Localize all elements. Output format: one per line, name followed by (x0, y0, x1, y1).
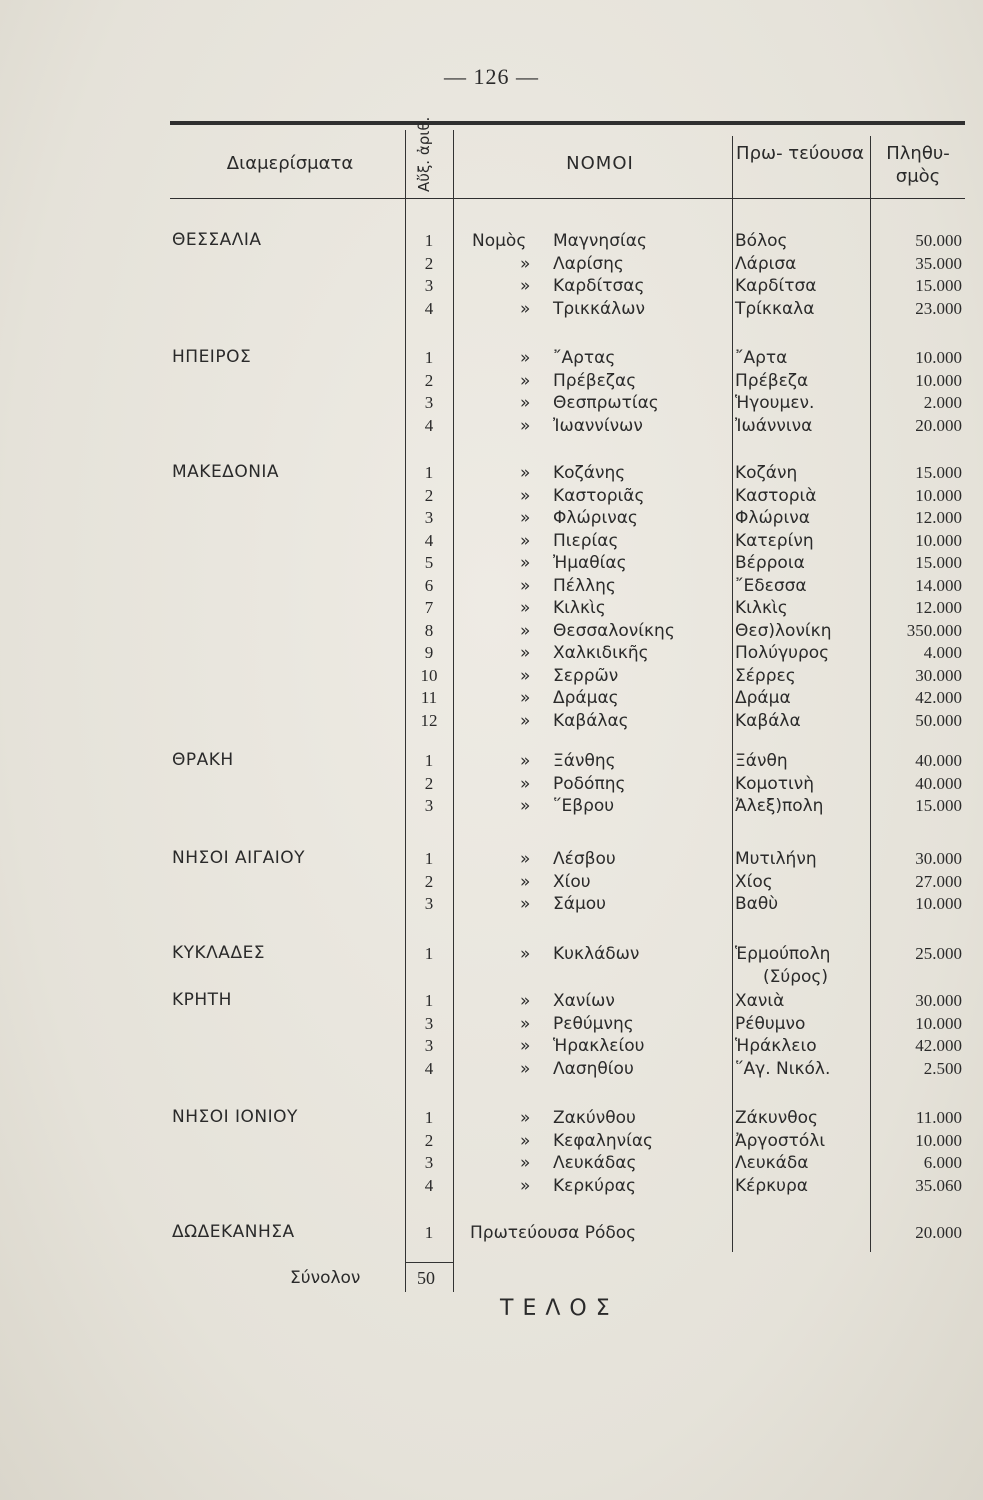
prefecture-name: Κιλκὶς (553, 598, 606, 618)
population-value: 12.000 (915, 598, 962, 617)
capital-name: ῞Αγ. Νικόλ. (735, 1058, 831, 1079)
capital-name: Ξάνθη (735, 751, 788, 771)
prefecture-name: Κεφαληνίας (553, 1130, 654, 1151)
ditto-mark: » (520, 463, 531, 483)
row-number: 3 (424, 393, 434, 412)
capital-name: Ἡράκλειο (735, 1036, 817, 1056)
ditto-mark: » (520, 620, 531, 641)
row-number: 1 (424, 991, 434, 1010)
region-name: ΔΩΔΕΚΑΝΗΣΑ (172, 1222, 295, 1242)
population-value: 10.000 (915, 485, 962, 505)
capital-name: Βόλος (735, 231, 788, 251)
header-prefectures: ΝΟΜΟΙ (566, 153, 634, 174)
prefecture-name: Κοζάνης (553, 463, 626, 483)
capital-name: ῎Αρτα (735, 348, 788, 368)
header-serial-text: Αὔξ. ἀριθ. (415, 116, 433, 192)
row-number: 5 (424, 553, 434, 572)
row-number: 1 (424, 463, 434, 482)
row-number: 3 (424, 894, 434, 913)
row-number: 12 (420, 710, 438, 730)
prefecture-name: Καβάλας (553, 710, 629, 731)
capital-name: Ζάκυνθος (735, 1108, 818, 1128)
population-value: 35.000 (915, 253, 962, 273)
region-name: ΚΥΚΛΑΔΕΣ (172, 943, 266, 963)
prefecture-name: Σερρῶν (553, 665, 619, 686)
capital-name: Χανιὰ (735, 991, 785, 1011)
population-value: 25.000 (915, 944, 962, 963)
ditto-mark: » (520, 1013, 531, 1034)
row-number: 2 (424, 773, 434, 793)
row-number: 3 (424, 1013, 434, 1033)
population-value: 10.000 (915, 348, 962, 367)
row-number: 1 (424, 1108, 434, 1127)
capital-name: Ἑρμούπολη (735, 944, 831, 964)
column-rule (870, 136, 871, 1252)
capital-name: Ἀργοστόλι (735, 1130, 826, 1151)
population-value: 10.000 (915, 530, 962, 550)
prefecture-name: Ἰωαννίνων (553, 415, 643, 436)
total-label: Σύνολον (290, 1268, 361, 1288)
header-capital: Πρω- τεύουσα (736, 143, 864, 164)
ditto-mark: » (520, 1036, 531, 1056)
prefecture-name: Λέσβου (553, 849, 616, 869)
prefecture-name: Ἠμαθίας (553, 553, 627, 573)
row-number: 1 (424, 944, 434, 963)
region-name: ΚΡΗΤΗ (172, 990, 232, 1010)
population-value: 15.000 (915, 276, 962, 295)
ditto-mark: » (520, 530, 531, 551)
population-value: 350.000 (906, 620, 962, 640)
ditto-mark: » (520, 253, 531, 274)
header-bottom-rule (170, 198, 965, 199)
page-number: — 126 — (444, 64, 539, 89)
row-number: 4 (424, 298, 434, 318)
ditto-mark: » (520, 508, 531, 528)
ditto-mark: » (520, 688, 531, 708)
row-number: 6 (424, 575, 434, 595)
row-number: 1 (424, 849, 434, 868)
region-name: ΗΠΕΙΡΟΣ (172, 347, 252, 367)
column-rule (453, 130, 454, 1292)
capital-name: Καβάλα (735, 710, 801, 731)
ditto-mark: » (520, 370, 531, 391)
row-number: 7 (424, 598, 434, 617)
population-value: 23.000 (915, 298, 962, 318)
header-serial (408, 116, 452, 194)
population-value: 50.000 (915, 710, 962, 730)
prefecture-name: Ρεθύμνης (553, 1013, 634, 1034)
prefecture-name: Φλώρινας (553, 508, 638, 528)
ditto-mark: » (520, 1058, 531, 1079)
capital-name: Πολύγυρος (735, 643, 830, 663)
prefecture-name: Τρικκάλων (553, 298, 645, 319)
capital-name: Καστοριὰ (735, 485, 817, 506)
prefecture-name: Ζακύνθου (553, 1108, 636, 1128)
row-number: 4 (424, 1175, 434, 1195)
end-text: ΤΕΛΟΣ (500, 1296, 619, 1321)
capital-name: Καρδίτσα (735, 276, 817, 296)
population-value: 11.000 (915, 1108, 962, 1127)
population-value: 50.000 (915, 231, 962, 250)
capital-name: Κιλκὶς (735, 598, 788, 618)
prefecture-name: ῎Αρτας (553, 348, 616, 368)
ditto-mark: » (520, 1108, 531, 1128)
population-value: 2.500 (923, 1058, 962, 1078)
prefecture-name: Θεσσαλονίκης (553, 620, 675, 641)
region-name: ΝΗΣΟΙ ΙΟΝΙΟΥ (172, 1107, 298, 1127)
capital-name: Κέρκυρα (735, 1175, 808, 1196)
row-number: 4 (424, 530, 434, 550)
ditto-mark: » (520, 553, 531, 573)
ditto-mark: » (520, 415, 531, 436)
row-number: 3 (424, 508, 434, 527)
population-value: 30.000 (915, 665, 962, 685)
population-value: 30.000 (915, 849, 962, 868)
capital-name: Βαθὺ (735, 894, 779, 914)
prefecture-name: Πρέβεζας (553, 370, 637, 391)
row-number: 3 (424, 1036, 434, 1055)
population-value: 42.000 (915, 1036, 962, 1055)
population-value: 20.000 (915, 1223, 962, 1242)
prefecture-name: Χαλκιδικῆς (553, 643, 649, 663)
ditto-mark: » (520, 796, 531, 816)
ditto-mark: » (520, 871, 531, 892)
prefecture-name: Μαγνησίας (553, 231, 647, 251)
population-value: 14.000 (915, 575, 962, 595)
capital-name: Θεσ)λονίκη (735, 620, 832, 641)
population-value: 35.060 (915, 1175, 962, 1195)
prefecture-name: Λαρίσης (553, 253, 624, 274)
capital-name: Λάρισα (735, 253, 797, 274)
capital-name: Κομοτινὴ (735, 773, 815, 794)
prefecture-name: Καστοριᾶς (553, 485, 645, 506)
row-number: 2 (424, 871, 434, 891)
population-value: 12.000 (915, 508, 962, 527)
prefecture-name: Ξάνθης (553, 751, 616, 771)
row-number: 2 (424, 370, 434, 390)
ditto-mark: » (520, 1175, 531, 1196)
row-number: 11 (420, 688, 438, 707)
capital-name: Κατερίνη (735, 530, 814, 551)
capital-name: Ρέθυμνο (735, 1013, 806, 1034)
region-name: ΘΕΣΣΑΛΙΑ (172, 230, 262, 250)
prefecture-name: Σάμου (553, 894, 607, 914)
header-top-rule (170, 121, 965, 125)
ditto-mark: » (520, 710, 531, 731)
total-rule (405, 1262, 453, 1263)
population-value: 15.000 (915, 463, 962, 482)
population-value: 42.000 (915, 688, 962, 707)
capital-name: Ἀλεξ)πολη (735, 796, 824, 816)
row-number: 8 (424, 620, 434, 640)
prefecture-name: Ἡρακλείου (553, 1036, 645, 1056)
prefecture-name: Χανίων (553, 991, 615, 1011)
capital-name: ῎Εδεσσα (735, 575, 807, 596)
header-population: Πληθυ- σμὸς (886, 143, 950, 187)
capital-name: Μυτιλήνη (735, 849, 817, 869)
prefecture-name: Κερκύρας (553, 1175, 636, 1196)
population-value: 40.000 (915, 751, 962, 770)
ditto-mark: » (520, 665, 531, 686)
capital-name: Ἡγουμεν. (735, 393, 815, 413)
prefecture-name: Ροδόπης (553, 773, 626, 794)
population-value: 6.000 (923, 1153, 962, 1172)
prefecture-name: Κυκλάδων (553, 944, 640, 964)
prefecture-name: Χίου (553, 871, 591, 892)
region-name: ΝΗΣΟΙ ΑΙΓΑΙΟΥ (172, 848, 306, 868)
row-number: 4 (424, 415, 434, 435)
prefecture-name: Καρδίτσας (553, 276, 645, 296)
population-value: 40.000 (915, 773, 962, 793)
ditto-mark: » (520, 575, 531, 596)
row-number: 10 (420, 665, 438, 685)
population-value: 10.000 (915, 370, 962, 390)
row-number: 2 (424, 1130, 434, 1150)
capital-special: Πρωτεύουσα Ρόδος (470, 1223, 637, 1243)
capital-name: Ἰωάννινα (735, 415, 813, 436)
ditto-mark: » (520, 598, 531, 618)
row-number: 2 (424, 253, 434, 273)
ditto-mark: » (520, 894, 531, 914)
ditto-mark: » (520, 991, 531, 1011)
ditto-mark: » (520, 348, 531, 368)
population-value: 10.000 (915, 1130, 962, 1150)
ditto-mark: » (520, 1153, 531, 1173)
population-value: 30.000 (915, 991, 962, 1010)
ditto-mark: Νομὸς (472, 231, 527, 251)
capital-name: Λευκάδα (735, 1153, 809, 1173)
capital-name: Πρέβεζα (735, 370, 809, 391)
ditto-mark: » (520, 1130, 531, 1151)
ditto-mark: » (520, 751, 531, 771)
population-value: 10.000 (915, 1013, 962, 1033)
region-name: ΘΡΑΚΗ (172, 750, 234, 770)
population-value: 27.000 (915, 871, 962, 891)
capital-name: Χίος (735, 871, 773, 892)
ditto-mark: » (520, 773, 531, 794)
capital-name: Τρίκκαλα (735, 298, 815, 319)
ditto-mark: » (520, 393, 531, 413)
row-number: 4 (424, 1058, 434, 1078)
population-value: 4.000 (923, 643, 962, 662)
column-rule (732, 136, 733, 1252)
prefecture-name: Δράμας (553, 688, 619, 708)
row-number: 1 (424, 1223, 434, 1242)
prefecture-name: Πέλλης (553, 575, 616, 596)
prefecture-name: Λευκάδας (553, 1153, 637, 1173)
row-number: 1 (424, 348, 434, 367)
prefecture-name: Λασηθίου (553, 1058, 634, 1079)
row-number: 2 (424, 485, 434, 505)
ditto-mark: » (520, 485, 531, 506)
ditto-mark: » (520, 298, 531, 319)
capital-name-extra: (Σύρος) (763, 966, 829, 987)
capital-name: Σέρρες (735, 665, 796, 686)
capital-name: Φλώρινα (735, 508, 810, 528)
ditto-mark: » (520, 643, 531, 663)
ditto-mark: » (520, 849, 531, 869)
capital-name: Δράμα (735, 688, 791, 708)
population-value: 10.000 (915, 894, 962, 913)
population-value: 2.000 (923, 393, 962, 412)
population-value: 15.000 (915, 796, 962, 815)
capital-name: Κοζάνη (735, 463, 798, 483)
prefecture-name: ῞Εβρου (553, 796, 615, 816)
total-value: 50 (417, 1268, 435, 1288)
population-value: 20.000 (915, 415, 962, 435)
capital-name: Βέρροια (735, 553, 805, 573)
row-number: 3 (424, 796, 434, 815)
region-name: ΜΑΚΕΔΟΝΙΑ (172, 462, 280, 482)
prefecture-name: Θεσπρωτίας (553, 393, 659, 413)
ditto-mark: » (520, 944, 531, 964)
header-divisions: Διαμερίσματα (226, 153, 354, 174)
row-number: 3 (424, 1153, 434, 1172)
ditto-mark: » (520, 276, 531, 296)
population-value: 15.000 (915, 553, 962, 572)
row-number: 1 (424, 751, 434, 770)
row-number: 1 (424, 231, 434, 250)
row-number: 3 (424, 276, 434, 295)
prefecture-name: Πιερίας (553, 530, 619, 551)
row-number: 9 (424, 643, 434, 662)
